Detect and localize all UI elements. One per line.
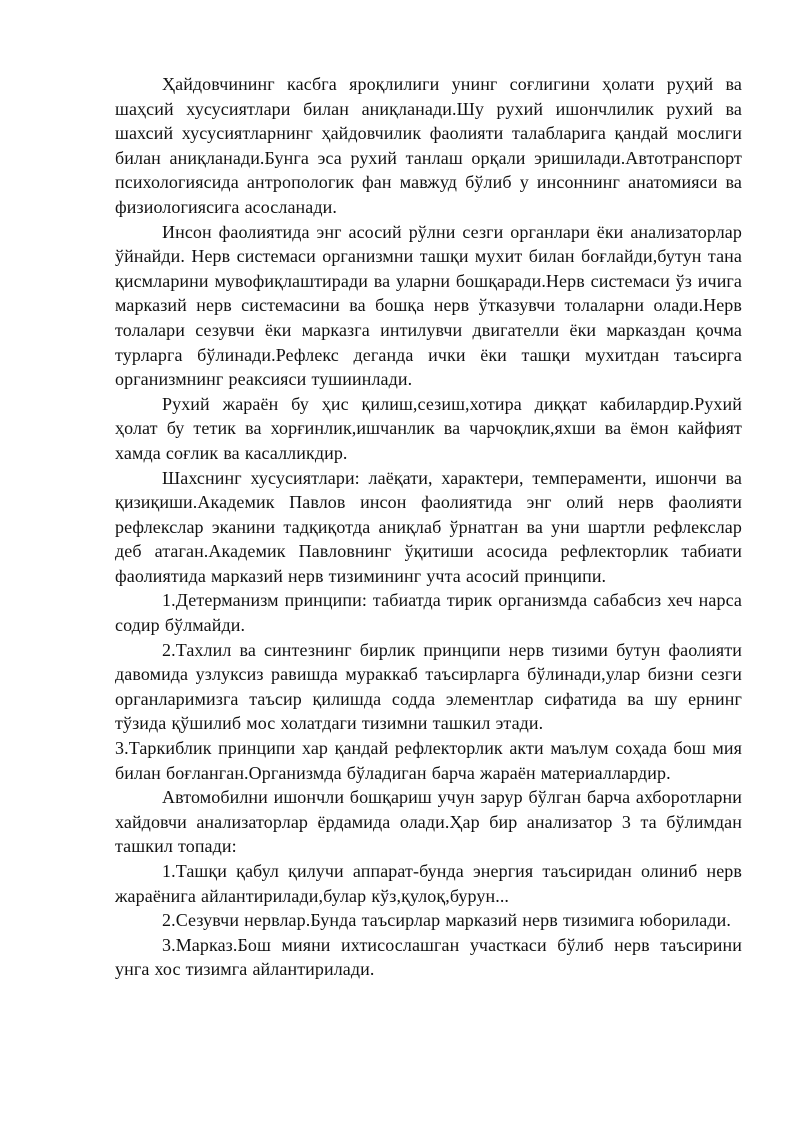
paragraph-8: Автомобилни ишончли бошқариш учун зарур бўлган барча ахборотларни хайдовчи анализаторлар ёрдамида олади.Ҳар бир анализатор 3 та бўлимдан ташкил топади: (115, 787, 742, 857)
document-page (115, 72, 742, 982)
paragraph-2: Инсон фаолиятида энг асосий рўлни сезги органлари ёки анализаторлар ўйнайди. Нерв системаси организмни ташқи мухит билан боғлайди,бутун тана қисмларини мувофиқлаштиради ва уларни бошқаради.Нерв системаси ўз ичига марказий нерв системасини ва бошқа нерв ўтказувчи толаларни олади.Нерв толалари сезувчи ёки марказга интилувчи двигателли ёки марказдан қочма турларга бўлинади.Рефлекс деганда ички ёки ташқи мухитдан таъсирга организмнинг реаксияси тушиинлади. (115, 221, 742, 390)
paragraph-9: 1.Ташқи қабул қилучи аппарат-бунда энергия таъсиридан олиниб нерв жараёнига айлантирилади,булар кўз,қулоқ,бурун... (115, 861, 742, 906)
paragraph-4: Шахснинг хусусиятлари: лаёқати, характери, темпераменти, ишончи ва қизиқиши.Академик Павлов инсон фаолиятида энг олий нерв фаолияти рефлекслар эканини тадқиқотда аниқлаб ўрнатган ва уни шартли рефлекслар деб атаган.Академик Павловнинг ўқитиши асосида рефлекторлик табиати фаолиятида марказий нерв тизимининг учта асосий принципи. (115, 467, 742, 586)
paragraph-10: 2.Сезувчи нервлар.Бунда таъсирлар марказий нерв тизимига юборилади. (162, 910, 731, 931)
paragraph-6: 2.Тахлил ва синтезнинг бирлик принципи нерв тизими бутун фаолияти давомида узлуксиз равишда мураккаб таъсирларга бўлинади,улар бизни сезги органларимизга таъсир қилишда содда элементлар сифатида ва шу ернинг тўзида қўшилиб мос холатдаги тизимни ташкил этади. (115, 639, 742, 734)
paragraph-3: Рухий жараён бу ҳис қилиш,сезиш,хотира диққат кабилардир.Рухий ҳолат бу тетик ва хорғинлик,ишчанлик ва чарчоқлик,яхши ва ёмон кайфият хамда соғлик ва касалликдир. (115, 393, 742, 463)
paragraph-7: 3.Таркиблик принципи хар қандай рефлекторлик акти маълум соҳада бош мия билан боғланган.Организмда бўладиган барча жараён материаллардир. (115, 738, 742, 783)
paragraph-11: 3.Марказ.Бош мияни ихтисослашган участкаси бўлиб нерв таъсирини унга хос тизимга айлантирилади. (115, 934, 742, 980)
paragraph-1: Ҳайдовчининг касбга яроқлилиги унинг соғлигини ҳолати руҳий ва шаҳсий хусусиятлари билан аниқланади.Шу рухий ишончлилик рухий ва шахсий хусусиятларнинг ҳайдовчилик фаолияти талабларига қандай мослиги билан аниқланади.Бунга эса рухий танлаш орқали эришилади.Автотранспорт психологиясида антропологик фан мавжуд бўлиб у инсоннинг анатомияси ва физиологиясига асосланади. (115, 74, 742, 217)
paragraph-5: 1.Детерманизм принципи: табиатда тирик организмда сабабсиз хеч нарса содир бўлмайди. (115, 590, 742, 636)
